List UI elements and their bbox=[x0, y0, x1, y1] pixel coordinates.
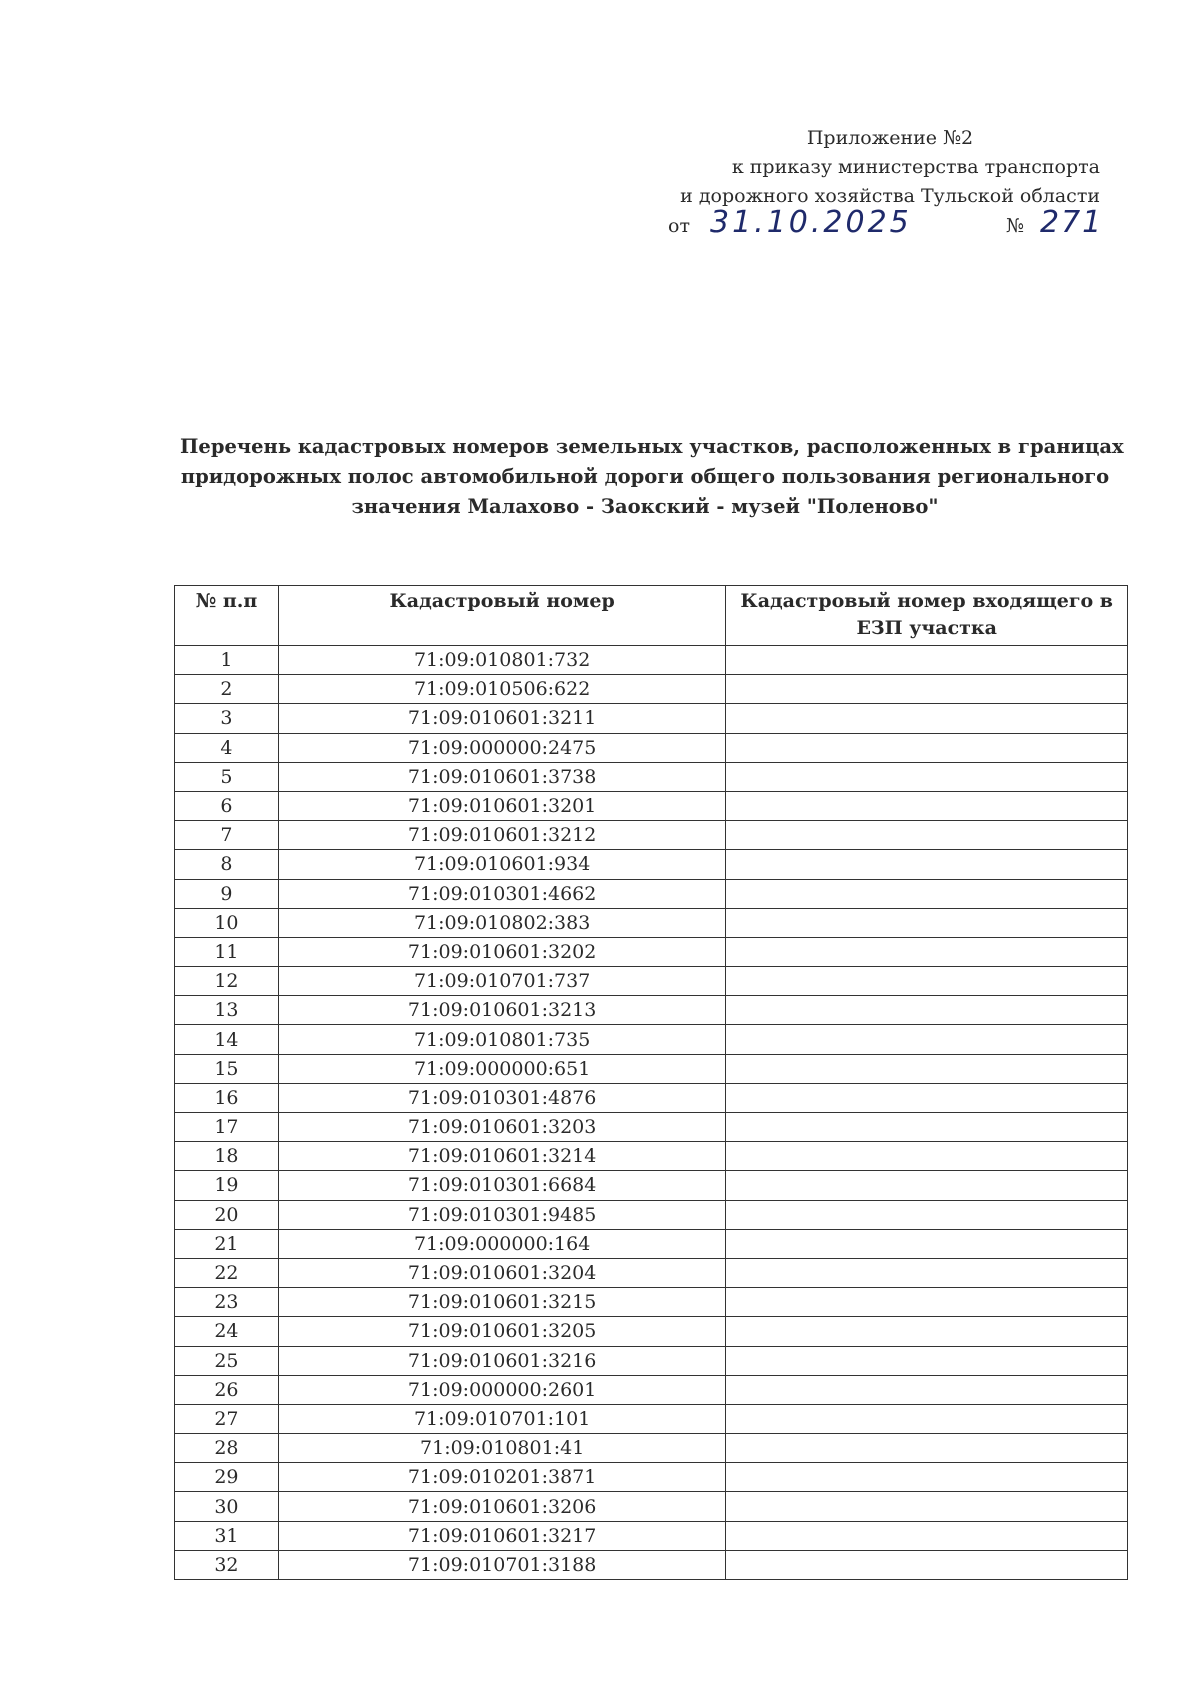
row-number-cell: 19 bbox=[175, 1171, 279, 1200]
table-row bbox=[175, 1258, 1128, 1287]
row-number-cell: 27 bbox=[175, 1404, 279, 1433]
cadastral-number-cell: 71:09:010701:3188 bbox=[278, 1550, 726, 1579]
row-number-cell: 5 bbox=[175, 762, 279, 791]
row-number-cell: 3 bbox=[175, 704, 279, 733]
cadastral-number-cell: 71:09:010801:735 bbox=[278, 1025, 726, 1054]
row-number-cell: 16 bbox=[175, 1083, 279, 1112]
ezp-number-cell bbox=[726, 1521, 1128, 1550]
cadastral-number-cell: 71:09:010601:3212 bbox=[278, 821, 726, 850]
cadastral-number-cell: 71:09:010506:622 bbox=[278, 675, 726, 704]
ezp-number-cell bbox=[726, 1142, 1128, 1171]
table-row bbox=[175, 821, 1128, 850]
row-number-cell: 15 bbox=[175, 1054, 279, 1083]
ezp-number-cell bbox=[726, 733, 1128, 762]
appendix-number: Приложение №2 bbox=[806, 127, 974, 149]
table-row bbox=[175, 1083, 1128, 1112]
row-number-cell: 10 bbox=[175, 908, 279, 937]
ezp-number-cell bbox=[726, 1083, 1128, 1112]
table-row bbox=[175, 937, 1128, 966]
row-number-cell: 18 bbox=[175, 1142, 279, 1171]
order-date-number bbox=[668, 205, 1108, 245]
cadastral-number-cell: 71:09:010601:3214 bbox=[278, 1142, 726, 1171]
title-line: значения Малахово - Заокский - музей "Поленово" bbox=[351, 495, 939, 518]
table-header-row bbox=[175, 586, 1128, 646]
table-row bbox=[175, 733, 1128, 762]
ezp-number-cell bbox=[726, 908, 1128, 937]
row-number-cell: 12 bbox=[175, 967, 279, 996]
cadastral-number-cell: 71:09:010601:3204 bbox=[278, 1258, 726, 1287]
ezp-number-cell bbox=[726, 1113, 1128, 1142]
ezp-number-cell bbox=[726, 1463, 1128, 1492]
table-row bbox=[175, 967, 1128, 996]
header-cadastral: Кадастровый номер bbox=[278, 586, 726, 646]
table-row bbox=[175, 1375, 1128, 1404]
row-number-cell: 7 bbox=[175, 821, 279, 850]
ezp-number-cell bbox=[726, 704, 1128, 733]
cadastral-number-cell: 71:09:000000:2475 bbox=[278, 733, 726, 762]
ezp-number-cell bbox=[726, 967, 1128, 996]
table-row bbox=[175, 1288, 1128, 1317]
cadastral-number-cell: 71:09:010601:3206 bbox=[278, 1492, 726, 1521]
row-number-cell: 8 bbox=[175, 850, 279, 879]
table-row bbox=[175, 1550, 1128, 1579]
table-row bbox=[175, 1346, 1128, 1375]
appendix-ministry: и дорожного хозяйства Тульской области bbox=[680, 185, 1100, 207]
cadastral-number-cell: 71:09:010601:3203 bbox=[278, 1113, 726, 1142]
cadastral-number-cell: 71:09:010601:3215 bbox=[278, 1288, 726, 1317]
ezp-number-cell bbox=[726, 1492, 1128, 1521]
ezp-number-cell bbox=[726, 646, 1128, 675]
row-number-cell: 1 bbox=[175, 646, 279, 675]
ezp-number-cell bbox=[726, 937, 1128, 966]
row-number-cell: 25 bbox=[175, 1346, 279, 1375]
title-line: Перечень кадастровых номеров земельных участков, расположенных в границах bbox=[180, 435, 1124, 458]
ezp-number-cell bbox=[726, 1346, 1128, 1375]
table-row bbox=[175, 791, 1128, 820]
table-row bbox=[175, 996, 1128, 1025]
row-number-cell: 2 bbox=[175, 675, 279, 704]
cadastral-number-cell: 71:09:010201:3871 bbox=[278, 1463, 726, 1492]
table-row bbox=[175, 1492, 1128, 1521]
row-number-cell: 4 bbox=[175, 733, 279, 762]
cadastral-number-cell: 71:09:010301:6684 bbox=[278, 1171, 726, 1200]
row-number-cell: 29 bbox=[175, 1463, 279, 1492]
table-row bbox=[175, 1317, 1128, 1346]
row-number-cell: 26 bbox=[175, 1375, 279, 1404]
ezp-number-cell bbox=[726, 1317, 1128, 1346]
table-row bbox=[175, 646, 1128, 675]
cadastral-number-cell: 71:09:010601:934 bbox=[278, 850, 726, 879]
cadastral-number-cell: 71:09:000000:651 bbox=[278, 1054, 726, 1083]
document-title bbox=[180, 432, 1124, 522]
table-row bbox=[175, 908, 1128, 937]
row-number-cell: 23 bbox=[175, 1288, 279, 1317]
ezp-number-cell bbox=[726, 879, 1128, 908]
header-num: № п.п bbox=[175, 586, 279, 646]
cadastral-number-cell: 71:09:010601:3216 bbox=[278, 1346, 726, 1375]
ezp-number-cell bbox=[726, 850, 1128, 879]
table-row bbox=[175, 1200, 1128, 1229]
table-row bbox=[175, 1229, 1128, 1258]
ezp-number-cell bbox=[726, 675, 1128, 704]
cadastral-number-cell: 71:09:010701:101 bbox=[278, 1404, 726, 1433]
table-row bbox=[175, 1404, 1128, 1433]
ezp-number-cell bbox=[726, 1171, 1128, 1200]
ezp-number-cell bbox=[726, 1404, 1128, 1433]
cadastral-number-cell: 71:09:010801:41 bbox=[278, 1434, 726, 1463]
row-number-cell: 24 bbox=[175, 1317, 279, 1346]
ezp-number-cell bbox=[726, 996, 1128, 1025]
date-prefix: от bbox=[668, 215, 690, 237]
row-number-cell: 31 bbox=[175, 1521, 279, 1550]
row-number-cell: 21 bbox=[175, 1229, 279, 1258]
appendix-order-ref: к приказу министерства транспорта bbox=[731, 156, 1100, 178]
cadastral-number-cell: 71:09:010601:3217 bbox=[278, 1521, 726, 1550]
row-number-cell: 6 bbox=[175, 791, 279, 820]
cadastral-number-cell: 71:09:010802:383 bbox=[278, 908, 726, 937]
row-number-cell: 22 bbox=[175, 1258, 279, 1287]
table-row bbox=[175, 1463, 1128, 1492]
row-number-cell: 9 bbox=[175, 879, 279, 908]
row-number-cell: 13 bbox=[175, 996, 279, 1025]
number-prefix: № bbox=[1006, 215, 1024, 237]
cadastral-number-cell: 71:09:010801:732 bbox=[278, 646, 726, 675]
ezp-number-cell bbox=[726, 1054, 1128, 1083]
row-number-cell: 11 bbox=[175, 937, 279, 966]
ezp-number-cell bbox=[726, 1434, 1128, 1463]
row-number-cell: 20 bbox=[175, 1200, 279, 1229]
table-row bbox=[175, 1113, 1128, 1142]
cadastral-number-cell: 71:09:010601:3211 bbox=[278, 704, 726, 733]
handwritten-number: 271 bbox=[1040, 205, 1104, 240]
row-number-cell: 28 bbox=[175, 1434, 279, 1463]
row-number-cell: 32 bbox=[175, 1550, 279, 1579]
table-body bbox=[175, 646, 1128, 1580]
appendix-header bbox=[640, 124, 1100, 211]
cadastral-number-cell: 71:09:010301:4876 bbox=[278, 1083, 726, 1112]
title-line: придорожных полос автомобильной дороги общего пользования регионального bbox=[180, 465, 1110, 488]
cadastral-number-cell: 71:09:010601:3205 bbox=[278, 1317, 726, 1346]
row-number-cell: 30 bbox=[175, 1492, 279, 1521]
table-row bbox=[175, 1025, 1128, 1054]
cadastral-number-cell: 71:09:010701:737 bbox=[278, 967, 726, 996]
ezp-number-cell bbox=[726, 1229, 1128, 1258]
cadastral-number-cell: 71:09:010301:9485 bbox=[278, 1200, 726, 1229]
ezp-number-cell bbox=[726, 1258, 1128, 1287]
ezp-number-cell bbox=[726, 1025, 1128, 1054]
table-row bbox=[175, 879, 1128, 908]
header-ezp: Кадастровый номер входящего в ЕЗП участка bbox=[726, 586, 1128, 646]
table-row bbox=[175, 704, 1128, 733]
ezp-number-cell bbox=[726, 1200, 1128, 1229]
handwritten-date: 31.10.2025 bbox=[710, 205, 912, 240]
cadastral-table bbox=[174, 585, 1128, 1580]
ezp-number-cell bbox=[726, 791, 1128, 820]
table-row bbox=[175, 675, 1128, 704]
table-row bbox=[175, 850, 1128, 879]
table-row bbox=[175, 762, 1128, 791]
row-number-cell: 14 bbox=[175, 1025, 279, 1054]
table-row bbox=[175, 1171, 1128, 1200]
cadastral-number-cell: 71:09:000000:164 bbox=[278, 1229, 726, 1258]
table-row bbox=[175, 1054, 1128, 1083]
cadastral-number-cell: 71:09:010601:3213 bbox=[278, 996, 726, 1025]
cadastral-number-cell: 71:09:010301:4662 bbox=[278, 879, 726, 908]
ezp-number-cell bbox=[726, 1288, 1128, 1317]
cadastral-number-cell: 71:09:010601:3202 bbox=[278, 937, 726, 966]
table-row bbox=[175, 1521, 1128, 1550]
ezp-number-cell bbox=[726, 821, 1128, 850]
ezp-number-cell bbox=[726, 1550, 1128, 1579]
table-row bbox=[175, 1142, 1128, 1171]
ezp-number-cell bbox=[726, 1375, 1128, 1404]
cadastral-number-cell: 71:09:000000:2601 bbox=[278, 1375, 726, 1404]
row-number-cell: 17 bbox=[175, 1113, 279, 1142]
ezp-number-cell bbox=[726, 762, 1128, 791]
cadastral-number-cell: 71:09:010601:3738 bbox=[278, 762, 726, 791]
cadastral-number-cell: 71:09:010601:3201 bbox=[278, 791, 726, 820]
table-row bbox=[175, 1434, 1128, 1463]
